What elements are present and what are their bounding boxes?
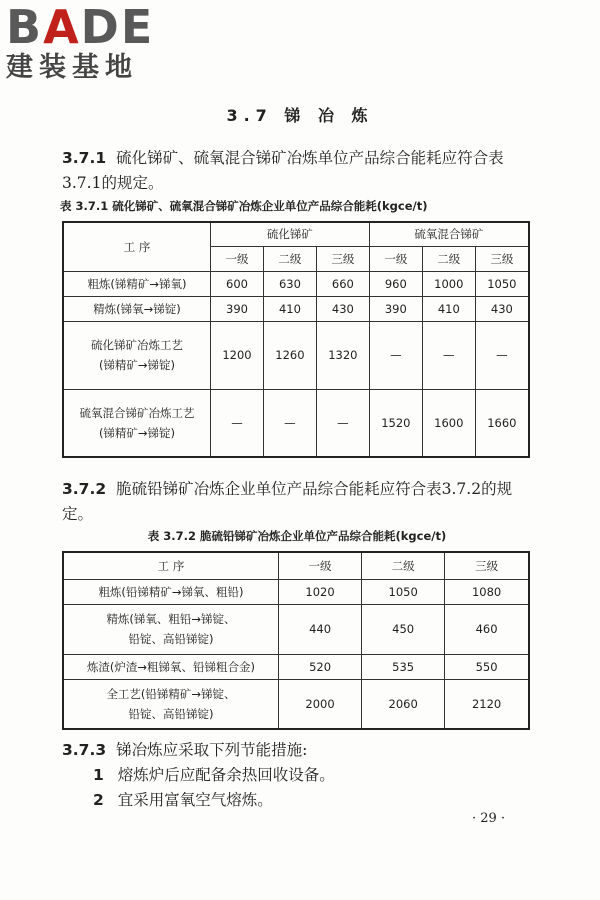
value-cell: 550 bbox=[445, 654, 529, 679]
clause-text: 硫化锑矿、硫氧混合锑矿冶炼单位产品综合能耗应符合表3.7.1的规定。 bbox=[62, 149, 504, 192]
header-level: 三级 bbox=[316, 246, 369, 271]
list-item bbox=[93, 788, 273, 810]
page-number: · 29 · bbox=[472, 811, 506, 826]
logo-brand-cn: 建装基地 bbox=[6, 52, 138, 83]
value-cell: 450 bbox=[362, 604, 445, 654]
value-cell: — bbox=[316, 389, 369, 457]
value-cell: 630 bbox=[263, 271, 316, 296]
clause-3-7-2 bbox=[62, 477, 532, 527]
process-cell: 炼渣(炉渣→粗锑氧、铅锑粗合金) bbox=[63, 654, 279, 679]
value-cell: 1600 bbox=[422, 389, 475, 457]
process-line: 硫化锑矿冶炼工艺 bbox=[91, 338, 183, 352]
value-cell: — bbox=[422, 321, 475, 389]
value-cell: 600 bbox=[211, 271, 264, 296]
value-cell: 1050 bbox=[362, 579, 445, 604]
value-cell: — bbox=[475, 321, 529, 389]
header-level: 三级 bbox=[475, 246, 529, 271]
process-cell bbox=[63, 679, 279, 729]
value-cell: 2000 bbox=[279, 679, 362, 729]
value-cell: 1050 bbox=[475, 271, 529, 296]
logo-brand: BADE bbox=[6, 0, 155, 54]
header-level: 二级 bbox=[422, 246, 475, 271]
value-cell: 430 bbox=[475, 296, 529, 321]
header-process: 工 序 bbox=[63, 552, 279, 579]
value-cell: 430 bbox=[316, 296, 369, 321]
table-caption: 表 3.7.1 硫化锑矿、硫氧混合锑矿冶炼企业单位产品综合能耗(kgce/t) bbox=[60, 199, 428, 213]
header-group: 硫氧混合锑矿 bbox=[369, 222, 529, 246]
value-cell: 520 bbox=[279, 654, 362, 679]
value-cell: 1080 bbox=[445, 579, 529, 604]
bade-logo bbox=[6, 0, 155, 84]
clause-3-7-1 bbox=[62, 146, 532, 196]
process-cell: 精炼(锑氧→锑锭) bbox=[63, 296, 211, 321]
table-row bbox=[63, 321, 529, 389]
energy-table-3-7-1 bbox=[62, 221, 530, 458]
process-line: 铅锭、高铅锑锭) bbox=[128, 632, 214, 646]
header-level: 一级 bbox=[369, 246, 422, 271]
table-caption: 表 3.7.2 脆硫铅锑矿冶炼企业单位产品综合能耗(kgce/t) bbox=[147, 529, 447, 543]
value-cell: 1520 bbox=[369, 389, 422, 457]
table-row bbox=[63, 579, 529, 604]
header-level: 三级 bbox=[445, 552, 529, 579]
value-cell: 2120 bbox=[445, 679, 529, 729]
value-cell: 440 bbox=[279, 604, 362, 654]
header-group: 硫化锑矿 bbox=[211, 222, 370, 246]
process-cell bbox=[63, 604, 279, 654]
table-row bbox=[63, 604, 529, 654]
list-item bbox=[93, 763, 335, 785]
clause-number: 3.7.3 bbox=[62, 741, 107, 759]
value-cell: — bbox=[211, 389, 264, 457]
value-cell: — bbox=[263, 389, 316, 457]
header-level: 一级 bbox=[211, 246, 264, 271]
value-cell: — bbox=[369, 321, 422, 389]
value-cell: 1260 bbox=[263, 321, 316, 389]
clause-text: 锑冶炼应采取下列节能措施: bbox=[116, 741, 308, 759]
value-cell: 410 bbox=[263, 296, 316, 321]
header-level: 二级 bbox=[263, 246, 316, 271]
clause-3-7-3 bbox=[62, 738, 532, 763]
process-cell: 粗炼(锑精矿→锑氧) bbox=[63, 271, 211, 296]
process-cell: 粗炼(铅锑精矿→锑氧、粗铅) bbox=[63, 579, 279, 604]
process-cell bbox=[63, 389, 211, 457]
list-item-number: 2 bbox=[93, 791, 104, 809]
table-row bbox=[63, 654, 529, 679]
value-cell: 1320 bbox=[316, 321, 369, 389]
process-line: (锑精矿→锑锭) bbox=[98, 358, 176, 372]
value-cell: 2060 bbox=[362, 679, 445, 729]
energy-table-3-7-2 bbox=[62, 551, 530, 730]
process-line: 硫氧混合锑矿冶炼工艺 bbox=[79, 405, 195, 420]
value-cell: 535 bbox=[362, 654, 445, 679]
list-item-text: 宜采用富氧空气熔炼。 bbox=[117, 791, 273, 809]
list-item-number: 1 bbox=[93, 766, 104, 784]
value-cell: 1660 bbox=[475, 389, 529, 457]
process-line: 铅锭、高铅锑锭) bbox=[128, 706, 214, 721]
table-row bbox=[63, 389, 529, 457]
process-cell bbox=[63, 321, 211, 389]
clause-text: 脆硫铅锑矿冶炼企业单位产品综合能耗应符合表3.7.2的规定。 bbox=[62, 480, 513, 523]
table-row bbox=[63, 679, 529, 729]
table-row bbox=[63, 271, 529, 296]
header-level: 二级 bbox=[362, 552, 445, 579]
value-cell: 410 bbox=[422, 296, 475, 321]
value-cell: 390 bbox=[211, 296, 264, 321]
table-row bbox=[63, 296, 529, 321]
value-cell: 960 bbox=[369, 271, 422, 296]
process-line: 全工艺(铅锑精矿→锑锭、 bbox=[106, 686, 236, 701]
value-cell: 1000 bbox=[422, 271, 475, 296]
value-cell: 390 bbox=[369, 296, 422, 321]
value-cell: 460 bbox=[445, 604, 529, 654]
list-item-text: 熔炼炉后应配备余热回收设备。 bbox=[117, 766, 335, 784]
clause-number: 3.7.2 bbox=[62, 480, 107, 498]
value-cell: 1200 bbox=[211, 321, 264, 389]
process-line: (锑精矿→锑锭) bbox=[98, 425, 176, 440]
value-cell: 1020 bbox=[279, 579, 362, 604]
value-cell: 660 bbox=[316, 271, 369, 296]
process-line: 精炼(锑氧、粗铅→锑锭、 bbox=[106, 612, 236, 626]
section-title: 3.7 锑 冶 炼 bbox=[226, 106, 374, 125]
header-level: 一级 bbox=[279, 552, 362, 579]
clause-number: 3.7.1 bbox=[62, 149, 107, 167]
header-process: 工 序 bbox=[63, 222, 211, 271]
